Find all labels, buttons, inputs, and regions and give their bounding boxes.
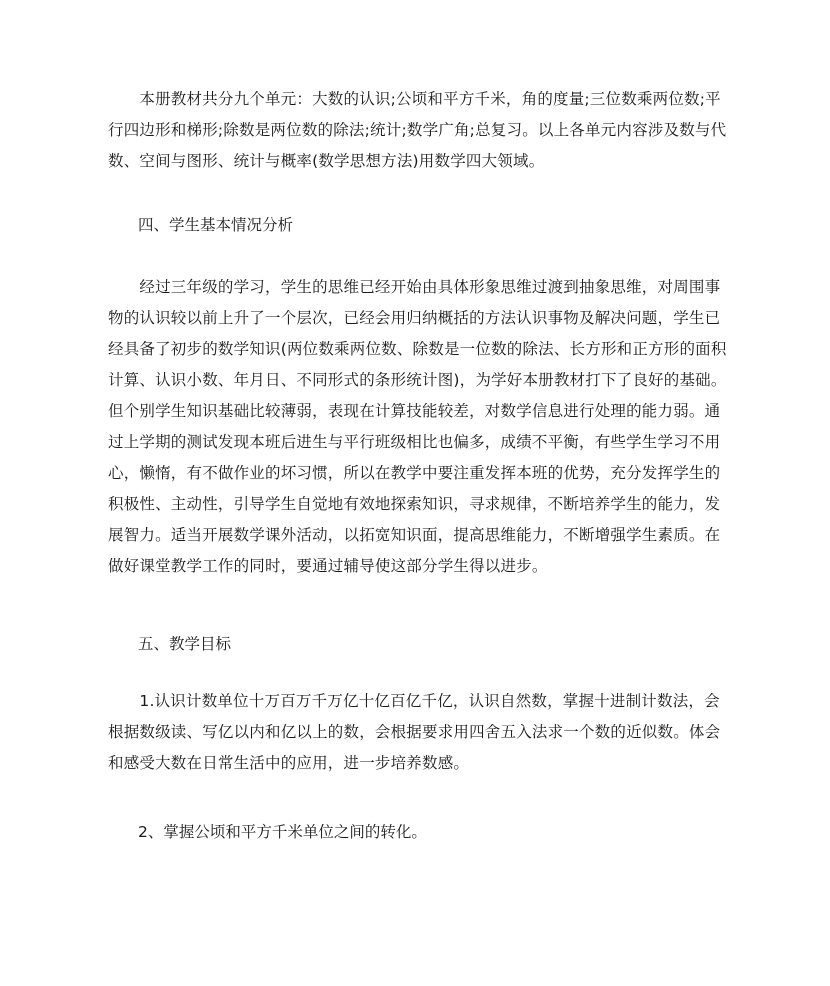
text-line: 经具备了初步的数学知识(两位数乘两位数、除数是一位数的除法、长方形和正方形的面积: [108, 340, 727, 358]
heading-teaching-goals: 五、教学目标: [138, 635, 232, 653]
text-line: 行四边形和梯形;除数是两位数的除法;统计;数学广角;总复习。以上各单元内容涉及数与代: [108, 121, 727, 139]
text-line: 经过三年级的学习，学生的思维已经开始由具体形象思维过渡到抽象思维，对周围事: [108, 278, 721, 296]
paragraph-goal-1: [108, 686, 728, 779]
text-line: 本册教材共分九个单元：大数的认识;公顷和平方千米，角的度量;三位数乘两位数;平: [108, 90, 721, 108]
paragraph-student-analysis: [108, 272, 728, 582]
paragraph-goal-2: 2、掌握公顷和平方千米单位之间的转化。: [138, 823, 427, 841]
text-line: 积极性、主动性，引导学生自觉地有效地探索知识，寻求规律，不断培养学生的能力，发: [108, 495, 721, 513]
text-line: 做好课堂教学工作的同时，要通过辅导使这部分学生得以进步。: [108, 557, 548, 575]
text-line: 过上学期的测试发现本班后进生与平行班级相比也偏多，成绩不平衡，有些学生学习不用: [108, 433, 721, 451]
text-line: 数、空间与图形、统计与概率(数学思想方法)用数学四大领域。: [108, 152, 545, 170]
heading-student-analysis: 四、学生基本情况分析: [138, 216, 294, 234]
text-line: 根据数级读、写亿以内和亿以上的数，会根据要求用四舍五入法求一个数的近似数。体会: [108, 723, 721, 741]
text-line: 计算、认识小数、年月日、不同形式的条形统计图)，为学好本册教材打下了良好的基础。: [108, 371, 727, 389]
text-line: 和感受大数在日常生活中的应用，进一步培养数感。: [108, 754, 470, 772]
paragraph-textbook-units: [108, 84, 728, 177]
text-line: 物的认识较以前上升了一个层次，已经会用归纳概括的方法认识事物及解决问题，学生已: [108, 309, 721, 327]
text-line: 1.认识计数单位十万百万千万亿十亿百亿千亿，认识自然数，掌握十进制计数法，会: [108, 692, 720, 710]
text-line: 展智力。适当开展数学课外活动，以拓宽知识面，提高思维能力，不断增强学生素质。在: [108, 526, 721, 544]
text-line: 但个别学生知识基础比较薄弱，表现在计算技能较差，对数学信息进行处理的能力弱。通: [108, 402, 721, 420]
text-line: 心，懒惰，有不做作业的坏习惯，所以在教学中要注重发挥本班的优势，充分发挥学生的: [108, 464, 721, 482]
